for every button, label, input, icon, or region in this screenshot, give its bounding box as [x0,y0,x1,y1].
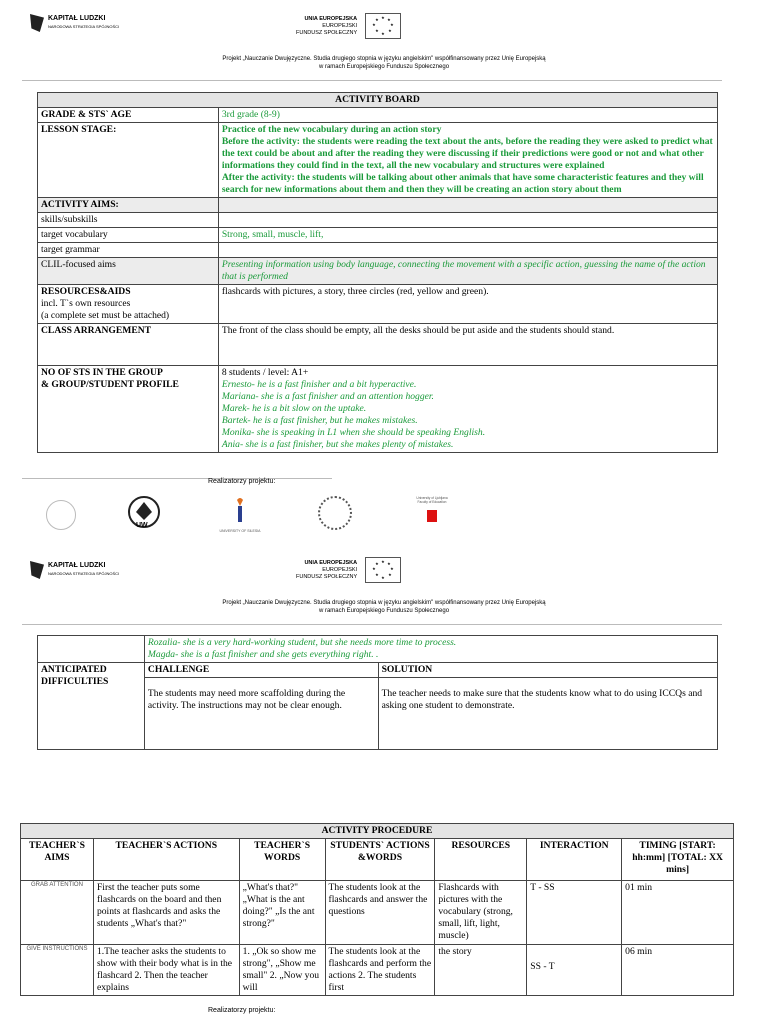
student-profile: Ernesto- he is a fast finisher and a bit hyperactive. [221,379,417,390]
activity-procedure-table [20,823,734,996]
row-words: „What's that?" „What is the ant doing?" „Is the ant strong?" [239,881,325,945]
difficulties-table [37,635,718,750]
grade-value: 3rd grade (8-9) [218,108,717,123]
row-interaction: T - SS [527,881,622,945]
header-teachers-aims: TEACHER`S AIMS [21,839,94,881]
project-line-2-p2: w ramach Europejskiego Funduszu Społecznego [318,608,450,614]
row-interaction: SS - T [527,945,622,996]
student-profile: Rozalia- she is a very hard-working student, but she needs more time to process. [147,637,457,648]
group-profile-label: NO OF STS IN THE GROUP & GROUP/STUDENT PROFILE [38,366,219,453]
eu-flag-icon: ★ ★ ★ ★ ★ ★ ★ ★ [365,557,401,583]
kapital-ludzki-mark-icon [30,14,44,32]
resources-value: flashcards with pictures, a story, three circles (red, yellow and green). [218,285,717,324]
eu-line1: UNIA EUROPEJSKA [304,15,358,22]
activity-aims-label: ACTIVITY AIMS: [38,198,219,213]
students-continued [144,636,717,663]
row-students: The students look at the flashcards and answer the questions [325,881,435,945]
kapital-ludzki-sub: NARODOWA STRATEGIA SPÓJNOŚCI [48,24,120,29]
lesson-stage-line3: After the activity: the students will be talking about other animals that have some characteristic features and they will search for new informations about them and then they will be creating an action story about them [221,172,704,195]
class-arrangement-label: CLASS ARRANGEMENT [38,324,219,366]
resources-cell [38,285,219,324]
activity-board-table [37,92,718,453]
row-resources: the story [435,945,527,996]
student-profile: Bartek- he is a fast finisher, but he makes mistakes. [221,415,418,426]
row-resources: Flashcards with pictures with the vocabulary (strong, small, lift, light, muscle) [435,881,527,945]
challenge-value: The students may need more scaffolding during the activity. The instructions may not be clear enough. [144,678,378,750]
student-profile: Ania- she is a fast finisher, but she makes plenty of mistakes. [221,439,454,450]
kapital-ludzki-logo-2: KAPITAŁ LUDZKI NARODOWA STRATEGIA SPÓJNOŚCI [30,561,119,579]
uw-text: UW [136,522,148,529]
target-grammar-label: target grammar [38,243,219,258]
row-actions: 1.The teacher asks the students to show with their body what is in the flashcard 2. Then the teacher explains [93,945,239,996]
table-row [21,881,734,945]
project-line-2: w ramach Europejskiego Funduszu Społecznego [318,64,450,70]
solution-label: SOLUTION [378,663,717,678]
header-students-actions: STUDENTS` ACTIONS &WORDS [325,839,435,881]
round-seal-logo [318,496,352,530]
clil-label: CLIL-focused aims [38,258,219,285]
university-seal-logo [46,500,76,530]
university-silesia-text: UNIVERSITY OF SILESIA [219,529,261,533]
lesson-stage-line2: Before the activity: the students were reading the text about the ants, before the reading they were asked to predict what the text could be about and after the reading they were discussing if their predictions were good or not and what other informations they could find in the text, all the new vocabulary and structures were explained [221,136,713,171]
student-profile: Monika- she is speaking in L1 when she should be speaking English. [221,427,486,438]
anticipated-difficulties-label: ANTICIPATED DIFFICULTIES [38,663,145,750]
project-line-1-p2: Projekt „Nauczanie Dwujęzyczne. Studia drugiego stopnia w języku angielskim" współfinansowany przez Unię Europejską [222,600,546,606]
eu-logo-2: UNIA EUROPEJSKA EUROPEJSKI FUNDUSZ SPOŁECZNY ★ ★ ★ ★ ★ ★ ★ ★ [296,557,401,583]
kapital-ludzki-name: KAPITAŁ LUDZKI [48,15,106,22]
row-aim: GIVE INSTRUCTIONS [21,945,94,996]
row-timing: 01 min [622,881,734,945]
activity-board-title: ACTIVITY BOARD [38,93,718,108]
student-profile: Mariana- she is a fast finisher and an attention hogger. [221,391,434,402]
target-vocabulary-label: target vocabulary [38,228,219,243]
student-profile: Magda- she is a fast finisher and she gets everything right. . [147,649,379,660]
row-aim: GRAB ATTENTION [21,881,94,945]
footer-divider [22,478,332,479]
student-profile: Marek- he is a bit slow on the uptake. [221,403,367,414]
clil-value: Presenting information using body language, connecting the movement with a specific action, guessing the name of the action that is performed [218,258,717,285]
header-teachers-actions: TEACHER`S ACTIONS [93,839,239,881]
target-vocabulary-value: Strong, small, muscle, lift, [218,228,717,243]
torch-icon [210,496,270,524]
uw-logo [124,494,164,534]
skills-label: skills/subskills [38,213,219,228]
kapital-ludzki-mark-icon [30,561,44,579]
eu-line3: FUNDUSZ SPOŁECZNY [296,29,358,36]
realizatorzy-label: Realizatorzy projektu: [208,478,276,485]
header-interaction: INTERACTION [527,839,622,881]
row-actions: First the teacher puts some flashcards on the board and then points at flashcards and asks the students „What's that?" [93,881,239,945]
procedure-title: ACTIVITY PROCEDURE [21,824,734,839]
ljubljana-text: University of Ljubljana Faculty of Education [416,496,448,504]
group-count: 8 students / level: A1+ [221,367,309,378]
resources-sub1: incl. T`s own resources [41,298,131,309]
realizatorzy-label-2: Realizatorzy projektu: [208,1007,276,1014]
lesson-stage-line1: Practice of the new vocabulary during an action story [221,124,442,135]
ljubljana-logo [412,496,452,532]
header-teachers-words: TEACHER`S WORDS [239,839,325,881]
kapital-ludzki-logo [30,14,119,32]
lesson-stage-label: LESSON STAGE: [38,123,219,198]
header-resources: RESOURCES [435,839,527,881]
table-row [21,945,734,996]
ljubljana-red-mark-icon [427,510,437,522]
eu-logo [296,13,401,39]
row-words: 1. „Ok so show me strong", „Show me small" 2. „Now you will [239,945,325,996]
eu-line2: EUROPEJSKI [322,22,358,29]
resources-sub2: (a complete set must be attached) [41,310,170,321]
project-line-1: Projekt „Nauczanie Dwujęzyczne. Studia drugiego stopnia w języku angielskim" współfinansowany przez Unię Europejską [222,56,546,62]
row-students: The students look at the flashcards and perform the actions 2. The students first [325,945,435,996]
eu-flag-icon: ★ ★ ★ ★ ★ ★ ★ ★ [365,13,401,39]
row-timing: 06 min [622,945,734,996]
resources-label: RESOURCES&AIDS [41,286,131,297]
header-divider-2 [22,624,722,625]
challenge-label: CHALLENGE [144,663,378,678]
lesson-stage-value [218,123,717,198]
header-divider [22,80,722,81]
header-timing: TIMING [START: hh:mm] [TOTAL: XX mins] [622,839,734,881]
solution-value: The teacher needs to make sure that the students know what to do using ICCQs and asking one student to demonstrate. [378,678,717,750]
class-arrangement-value: The front of the class should be empty, all the desks should be put aside and the students should stand. [218,324,717,366]
group-profile-value [218,366,717,453]
grade-label: GRADE & STS` AGE [38,108,219,123]
university-silesia-logo [210,496,270,532]
